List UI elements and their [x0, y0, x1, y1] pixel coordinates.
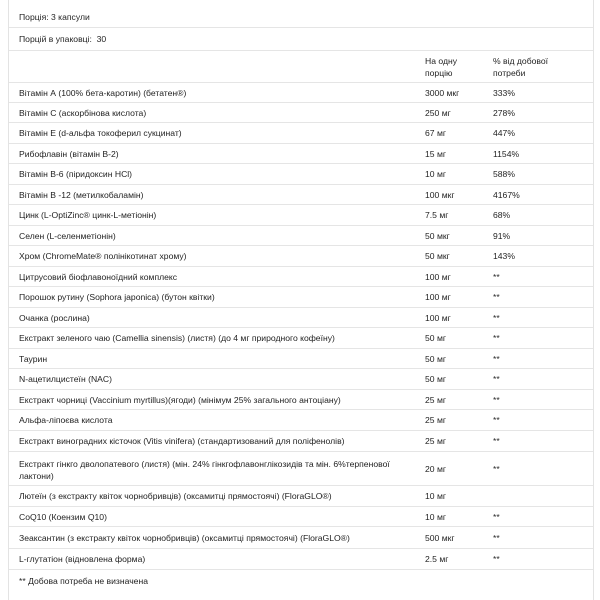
nutrient-row [9, 486, 593, 507]
serving-size-text: Порція: 3 капсули [19, 12, 90, 22]
nutrient-amount: 50 мг [425, 354, 446, 364]
footnote-row [9, 570, 593, 594]
nutrient-name: Лютеїн (з екстракту квіток чорнобривців) (оксамитці прямостоячі) (FloraGLO®) [19, 491, 332, 501]
nutrient-daily-value: ** [493, 272, 500, 282]
amount-column-header: На одну порцію [425, 56, 458, 78]
nutrient-daily-value: ** [493, 554, 500, 564]
nutrient-row [9, 287, 593, 308]
nutrient-name: N-ацетилцистеїн (NAC) [19, 374, 112, 384]
nutrient-row [9, 267, 593, 287]
nutrient-row [9, 226, 593, 246]
nutrient-amount: 250 мг [425, 108, 451, 118]
nutrient-daily-value: ** [493, 415, 500, 425]
servings-per-container-row [9, 28, 593, 51]
nutrient-daily-value: ** [493, 333, 500, 343]
nutrient-row [9, 349, 593, 369]
nutrient-amount: 25 мг [425, 436, 446, 446]
nutrient-amount: 2.5 мг [425, 554, 449, 564]
nutrient-daily-value: 1154% [493, 149, 520, 159]
nutrient-name: Вітамін В-6 (піридоксин HCl) [19, 169, 133, 179]
nutrient-row [9, 527, 593, 549]
nutrient-name: Екстракт чорниці (Vaccinium myrtillus)(ягоди) (мінімум 25% загального антоціану) [19, 395, 341, 405]
nutrient-name: Вітамін С (аскорбінова кислота) [19, 108, 147, 118]
nutrient-amount: 15 мг [425, 149, 446, 159]
nutrient-row [9, 123, 593, 144]
nutrient-row [9, 328, 593, 349]
nutrient-name: Вітамін Е (d-альфа токоферил сукцинат) [19, 128, 182, 138]
nutrient-daily-value: 91% [493, 231, 511, 241]
nutrient-row [9, 390, 593, 410]
nutrient-name: CoQ10 (Коензим Q10) [19, 512, 107, 522]
nutrient-daily-value: ** [493, 395, 500, 405]
nutrient-daily-value: ** [493, 313, 500, 323]
supplement-facts-panel [8, 0, 594, 600]
nutrient-amount: 100 мг [425, 272, 451, 282]
nutrient-row [9, 308, 593, 328]
nutrient-name: Порошок рутину (Sophora japonica) (бутон квітки) [19, 292, 215, 302]
nutrient-row [9, 144, 593, 164]
nutrient-name: Екстракт зеленого чаю (Camellia sinensis) (листя) (до 4 мг природного кофеїну) [19, 333, 335, 343]
nutrient-daily-value: ** [493, 464, 500, 474]
nutrient-row [9, 185, 593, 205]
nutrient-name: Селен (L-селенметіонін) [19, 231, 116, 241]
nutrient-amount: 50 мкг [425, 231, 450, 241]
nutrient-daily-value: ** [493, 292, 500, 302]
nutrient-row [9, 103, 593, 123]
nutrient-row [9, 431, 593, 452]
nutrient-row [9, 83, 593, 103]
nutrient-amount: 100 мкг [425, 190, 455, 200]
nutrient-name: Вітамін В -12 (метилкобаламін) [19, 190, 144, 200]
nutrient-name: Альфа-ліпоєва кислота [19, 415, 113, 425]
nutrient-amount: 50 мг [425, 374, 446, 384]
nutrient-daily-value: ** [493, 354, 500, 364]
nutrient-row [9, 410, 593, 431]
nutrient-amount: 50 мг [425, 333, 446, 343]
nutrient-amount: 10 мг [425, 512, 446, 522]
nutrient-daily-value: ** [493, 512, 500, 522]
nutrient-amount: 500 мкг [425, 533, 455, 543]
nutrient-daily-value: ** [493, 374, 500, 384]
nutrient-amount: 25 мг [425, 415, 446, 425]
nutrient-name: Цинк (L-OptiZinc® цинк-L-метіонін) [19, 210, 157, 220]
nutrient-amount: 10 мг [425, 491, 446, 501]
nutrient-row [9, 369, 593, 390]
nutrient-name: L-глутатіон (відновлена форма) [19, 554, 146, 564]
nutrient-name: Таурин [19, 354, 48, 364]
nutrient-name: Вітамін А (100% бета-каротин) (бетатен®) [19, 88, 187, 98]
nutrient-amount: 50 мкг [425, 251, 450, 261]
nutrient-amount: 25 мг [425, 395, 446, 405]
nutrient-daily-value: 143% [493, 251, 515, 261]
nutrient-name: Екстракт виноградних кісточок (Vitis vinifera) (стандартизований для поліфенолів) [19, 436, 345, 446]
nutrient-amount: 3000 мкг [425, 88, 460, 98]
nutrient-daily-value: 4167% [493, 190, 520, 200]
nutrient-name: Зеаксантин (з екстракту квіток чорнобривців) (оксамитці прямостоячі) (FloraGLO®) [19, 533, 350, 543]
nutrient-name: Хром (ChromeMate® полінікотинат хрому) [19, 251, 187, 261]
nutrient-row [9, 205, 593, 226]
nutrient-amount: 100 мг [425, 292, 451, 302]
table-header-row [9, 51, 593, 83]
nutrient-daily-value: ** [493, 436, 500, 446]
nutrient-row [9, 507, 593, 527]
nutrient-daily-value: 278% [493, 108, 515, 118]
nutrient-name: Цитрусовий біофлавоноїдний комплекс [19, 272, 178, 282]
nutrient-daily-value: 333% [493, 88, 515, 98]
nutrient-daily-value: ** [493, 533, 500, 543]
nutrient-row [9, 452, 593, 486]
nutrient-name: Очанка (рослина) [19, 313, 90, 323]
nutrient-row [9, 164, 593, 185]
footnote-text: ** Добова потреба не визначена [19, 576, 148, 586]
nutrient-daily-value: 68% [493, 210, 511, 220]
nutrient-daily-value: 588% [493, 169, 515, 179]
servings-per-container-value: 30 [96, 34, 107, 44]
nutrient-row [9, 246, 593, 267]
nutrient-name: Рибофлавін (вітамін В-2) [19, 149, 119, 159]
nutrient-amount: 7.5 мг [425, 210, 449, 220]
nutrient-amount: 100 мг [425, 313, 451, 323]
nutrient-row [9, 549, 593, 570]
nutrient-amount: 67 мг [425, 128, 446, 138]
servings-per-container-label: Порцій в упаковці: 30 [19, 34, 107, 44]
nutrient-amount: 10 мг [425, 169, 446, 179]
daily-value-column-header: % від добової потреби [493, 56, 549, 78]
nutrient-daily-value: 447% [493, 128, 515, 138]
nutrient-amount: 20 мг [425, 464, 446, 474]
serving-size-row [9, 0, 593, 28]
nutrient-name: Екстракт гінкго дволопатевого (листя) (мін. 24% гінкгофлавонглікозидів та мін. 6%терпенової лактони) [19, 459, 390, 481]
